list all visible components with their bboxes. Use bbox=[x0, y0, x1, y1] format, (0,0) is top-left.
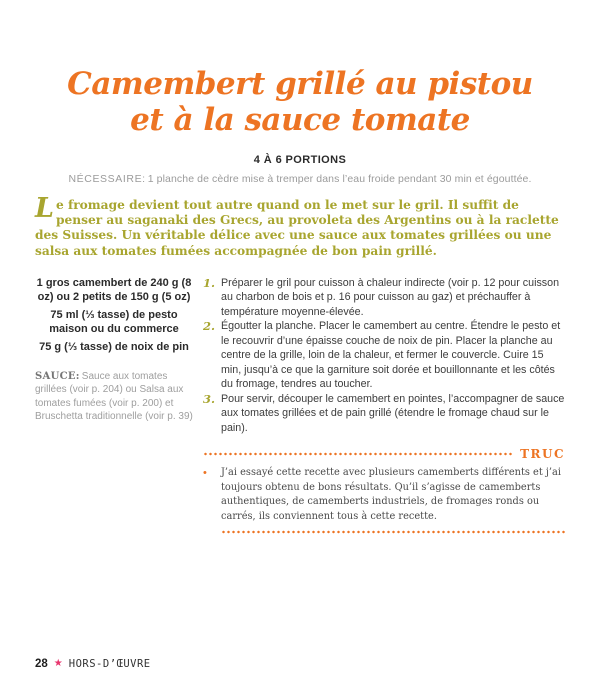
truc-header bbox=[203, 447, 565, 461]
steps-column bbox=[203, 276, 565, 535]
intro-paragraph bbox=[35, 193, 565, 259]
page-number: 28 bbox=[35, 658, 48, 670]
section-name: HORS-D’ŒUVRE bbox=[68, 658, 151, 670]
step-2 bbox=[203, 319, 565, 392]
recipe-title-line2: et à la sauce tomate bbox=[130, 102, 470, 138]
recipe-header bbox=[35, 0, 565, 185]
page-footer bbox=[35, 658, 151, 670]
ingredients-column bbox=[35, 276, 193, 535]
truc-block bbox=[203, 447, 565, 534]
step-number: 2. bbox=[203, 319, 216, 334]
step-text: Égoutter la planche. Placer le camembert au centre. Étendre le pesto et le recouvrir d’une épaisse couche de noix de pin. Placer la planche au centre de la grille, loin de la chaleur, et fermer le couvercle. Cuire 15 min, jusqu’à ce que la garniture soit dorée et bouillonnante et les côtés du fromage, tendres au toucher. bbox=[221, 320, 561, 391]
truc-tip bbox=[203, 466, 565, 524]
truc-label: TRUC bbox=[520, 447, 565, 462]
necessaire-label: NÉCESSAIRE: bbox=[68, 173, 146, 185]
recipe-title-line1: Camembert grillé au pistou bbox=[67, 66, 533, 102]
truc-text: J’ai essayé cette recette avec plusieurs camemberts différents et j’ai toujours obtenu de bons résultats. Qu’il s’agisse de camemberts authentiques, de camemberts industriels, de fromages ronds ou carrés, ils conviennent tous à cette recette. bbox=[221, 467, 562, 522]
recipe-title bbox=[35, 0, 565, 138]
step-text: Pour servir, découper le camembert en pointes, l’accompagner de sauce aux tomates grillées et de pain grillé (étendre le fromage chaud sur le pain). bbox=[221, 392, 565, 434]
sauce-label: SAUCE: bbox=[35, 370, 80, 382]
ingredient-item: 75 ml (⅓ tasse) de pesto maison ou du commerce bbox=[49, 308, 179, 335]
star-icon: ★ bbox=[53, 658, 63, 669]
dotted-divider bbox=[221, 530, 565, 534]
sauce-text: Sauce aux tomates grillées (voir p. 204) ou Salsa aux tomates fumées (voir p. 200) et Bruschetta traditionnelle (voir p. 39) bbox=[35, 370, 193, 423]
step-1 bbox=[203, 276, 565, 320]
step-number: 1. bbox=[203, 275, 216, 290]
intro-text: e fromage devient tout autre quand on le met sur le gril. Il suffit de penser au saganaki des Grecs, au provoleta des Argentins ou à la raclette des Suisses. Un véritable délice avec une sauce aux tomates grillées ou une salsa aux tomates fumées accompagnée de bon pain grillé. bbox=[35, 198, 559, 258]
intro-dropcap: L bbox=[35, 193, 54, 224]
step-text: Préparer le gril pour cuisson à chaleur indirecte (voir p. 12 pour cuisson au charbon de bois et p. 16 pour cuisson au gaz) et préchauffer à température moyenne-élevée. bbox=[221, 276, 560, 318]
necessaire-note bbox=[35, 173, 565, 185]
step-3 bbox=[203, 392, 565, 436]
portions-label: 4 À 6 PORTIONS bbox=[253, 154, 347, 166]
necessaire-text: 1 planche de cèdre mise à tremper dans l’eau froide pendant 30 min et égouttée. bbox=[147, 173, 532, 185]
step-number: 3. bbox=[203, 391, 216, 406]
ingredient-item: 75 g (⅓ tasse) de noix de pin bbox=[39, 340, 189, 353]
recipe-body bbox=[35, 276, 565, 535]
bullet-icon: • bbox=[203, 467, 207, 480]
dotted-divider bbox=[203, 452, 514, 456]
ingredient-item: 1 gros camembert de 240 g (8 oz) ou 2 petits de 150 g (5 oz) bbox=[36, 276, 192, 303]
sauce-note bbox=[35, 370, 193, 424]
